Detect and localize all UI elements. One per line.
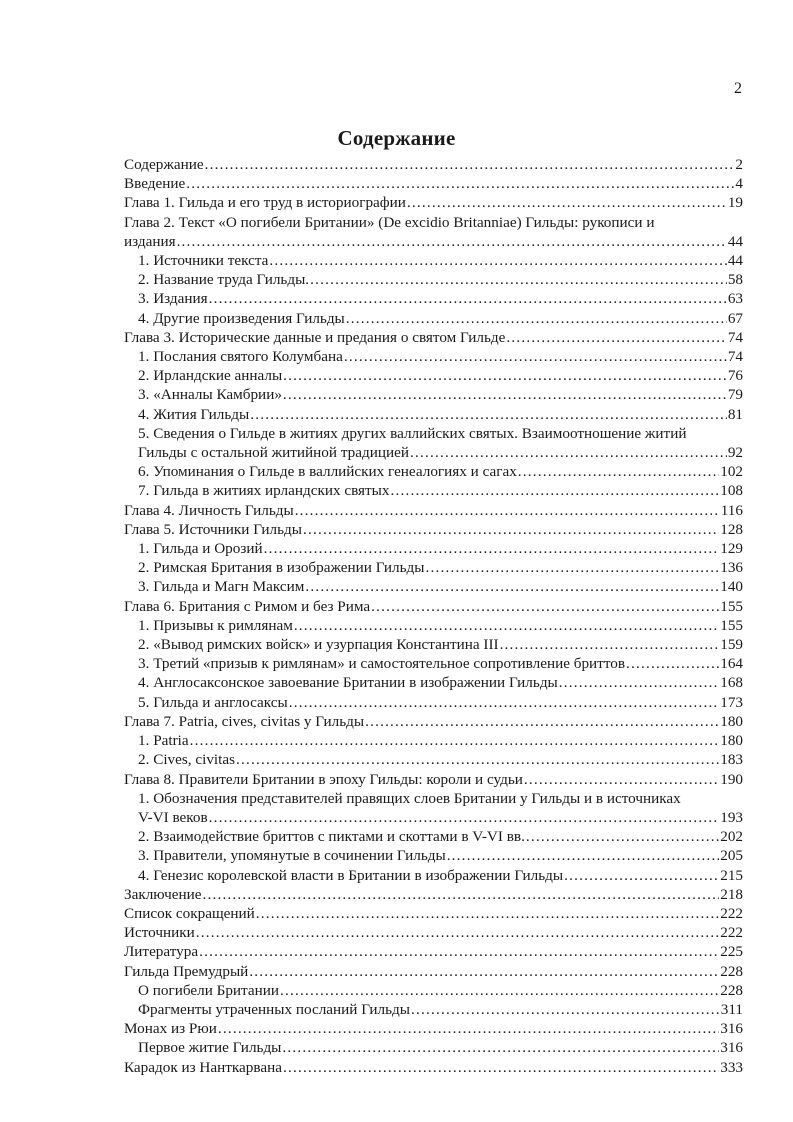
dot-leader [310,270,727,289]
toc-entry-label: 2. Cives, civitas [138,751,236,769]
toc-entry-label: Глава 5. Источники Гильды [124,520,302,538]
toc-entry[interactable] [124,731,743,750]
toc-entry-page: 102 [720,463,743,481]
dot-leader [526,827,719,846]
toc-entry-label: 7. Гильда в житиях ирландских святых [138,482,390,500]
toc-entry-page: 225 [720,943,743,961]
dot-leader [425,558,719,577]
toc-entry-page: 164 [720,655,743,673]
toc-entry-label: 5. Гильда и англосаксы [138,693,288,711]
toc-entry-page: 222 [720,924,743,942]
dot-leader [559,673,719,692]
dot-leader [209,289,727,308]
dot-leader [303,520,719,539]
toc-entry-page: 44 [727,252,743,270]
toc-entry[interactable] [124,462,743,481]
toc-entry[interactable] [124,885,743,904]
dot-leader [346,309,727,328]
toc-entry-label: Первое житие Гильды [138,1039,282,1057]
toc-entry-label: 1. Источники текста [138,252,269,270]
toc-entry[interactable] [124,693,743,712]
toc-entry-page: 180 [720,712,743,730]
toc-entry[interactable] [124,923,743,942]
toc-entry[interactable] [124,1019,743,1038]
toc-entry-label: 4. Другие произведения Гильды [138,309,345,327]
dot-leader [269,251,726,270]
dot-leader [205,155,735,174]
toc-entry-label: 3. «Анналы Камбрии» [138,386,282,404]
toc-entry[interactable] [124,174,743,193]
toc-entry-page: 333 [720,1058,743,1076]
toc-entry-page: 81 [727,405,743,423]
toc-entry-page: 76 [727,367,743,385]
dot-leader [295,501,720,520]
dot-leader [371,597,719,616]
toc-entry[interactable] [124,520,743,539]
dot-leader [344,347,727,366]
toc-entry-page: 316 [720,1020,743,1038]
toc-entry-page: 44 [727,232,743,250]
dot-leader [199,942,719,961]
dot-leader [190,731,720,750]
toc-entry-page: 79 [727,386,743,404]
toc-entry-page: 316 [720,1039,743,1057]
toc-entry-label: 2. Взаимодействие бриттов с пиктами и скоттами в V-VI вв. [138,828,525,846]
toc-entry[interactable] [124,366,743,385]
dot-leader [518,462,719,481]
toc-entry[interactable] [124,770,743,789]
toc-entry[interactable] [124,405,743,424]
toc-entry-label: 2. Римская Британия в изображении Гильды [138,559,425,577]
toc-entry-page: 2 [735,156,743,173]
toc-entry-page: 193 [720,808,743,826]
dot-leader [218,1019,719,1038]
dot-leader [447,846,720,865]
toc-entry-label: Источники [124,924,195,942]
toc-entry-page: 215 [720,866,743,884]
dot-leader [256,904,719,923]
toc-entry-label: 3. Гильда и Магн Максим [138,578,305,596]
toc-entry[interactable] [124,251,743,270]
toc-entry-label: 1. Patria [138,732,189,750]
dot-leader [209,808,720,827]
toc-entry[interactable] [124,673,743,692]
toc-entry-page: 92 [727,444,743,462]
toc-entry[interactable] [124,750,743,769]
toc-entry-page: 155 [720,597,743,615]
toc-entry-label: издания [124,232,176,250]
toc-entry[interactable] [124,289,743,308]
toc-entry-page: 129 [720,540,743,558]
toc-entry-label: V-VI веков [138,808,208,826]
toc-entry[interactable] [124,443,743,462]
dot-leader [626,654,719,673]
toc-entry-label: 2. «Вывод римских войск» и узурпация Константина III [138,636,499,654]
toc-entry[interactable] [124,1058,743,1077]
dot-leader [264,539,720,558]
toc-entry[interactable] [124,1038,743,1057]
toc-entry-label: Заключение [124,885,202,903]
toc-entry-label: Гильда Премудрый [124,962,249,980]
toc-entry[interactable] [124,193,743,212]
toc-entry-label: 3. Издания [138,290,208,308]
toc-entry-page: 74 [727,328,743,346]
toc-entry[interactable] [124,712,743,731]
toc-entry[interactable] [124,309,743,328]
toc-entry-page: 218 [720,885,743,903]
toc-entry-label: 1. Послания святого Колумбана [138,348,343,366]
toc-entry-label: Глава 8. Правители Британии в эпоху Гильды: короли и судьи [124,770,523,788]
toc-entry-label: Глава 1. Гильда и его труд в историографии [124,194,406,212]
toc-entry-page: 202 [720,828,743,846]
dot-leader [283,1058,719,1077]
toc-entry[interactable] [124,808,743,827]
toc-entry[interactable] [124,558,743,577]
toc-entry-page: 173 [720,693,743,711]
table-of-contents [124,155,743,1077]
toc-entry-page: 136 [720,559,743,577]
page-number: 2 [734,80,742,97]
dot-leader [524,770,719,789]
toc-entry-label-line1: 5. Сведения о Гильде в житиях других валлийских святых. Взаимоотношение житий [138,424,687,442]
toc-entry-page: 222 [720,904,743,922]
toc-entry-label: Содержание [124,156,204,173]
toc-entry-label: 2. Ирландские анналы [138,367,283,385]
toc-entry[interactable] [124,385,743,404]
dot-leader [564,866,719,885]
toc-entry-page: 116 [720,501,743,519]
dot-leader [407,193,727,212]
toc-entry[interactable] [124,654,743,673]
toc-entry-page: 63 [727,290,743,308]
toc-entry-label: 4. Жития Гильды [138,405,250,423]
toc-entry-label: Глава 7. Patria, cives, civitas у Гильды [124,712,365,730]
toc-entry[interactable] [124,846,743,865]
toc-entry-label: Фрагменты утраченных посланий Гильды [138,1000,410,1018]
toc-entry-label: 1. Призывы к римлянам [138,616,293,634]
toc-entry[interactable] [124,232,743,251]
toc-entry-label: 4. Генезис королевской власти в Британии в изображении Гильды [138,866,564,884]
toc-entry[interactable] [124,597,743,616]
dot-leader [294,616,719,635]
toc-entry-page: 159 [720,636,743,654]
dot-leader [289,693,720,712]
toc-entry-label: 3. Третий «призыв к римлянам» и самостоятельное сопротивление бриттов [138,655,626,673]
toc-entry[interactable] [124,577,743,596]
toc-entry-page: 205 [720,847,743,865]
toc-entry-label: Карадок из Нанткарвана [124,1058,282,1076]
toc-entry-label: Монах из Рюи [124,1020,217,1038]
dot-leader [202,885,719,904]
toc-entry-page: 228 [720,962,743,980]
dot-leader [390,481,719,500]
toc-entry-page: 140 [720,578,743,596]
toc-entry-label: О погибели Британии [138,981,280,999]
toc-entry-label: 2. Название труда Гильды. [138,271,310,289]
dot-leader [250,405,727,424]
toc-entry[interactable] [124,481,743,500]
dot-leader [249,962,719,981]
toc-entry[interactable] [124,347,743,366]
dot-leader [506,328,726,347]
toc-entry[interactable] [124,1000,743,1019]
toc-entry[interactable] [124,942,743,961]
toc-entry[interactable] [124,328,743,347]
dot-leader [236,750,719,769]
toc-entry[interactable] [124,904,743,923]
toc-entry[interactable] [124,539,743,558]
dot-leader [282,1038,719,1057]
dot-leader [411,1000,720,1019]
toc-entry-label: 6. Упоминания о Гильде в валлийских генеалогиях и сагах [138,463,517,481]
toc-entry[interactable] [124,981,743,1000]
toc-entry-label-line1: Глава 2. Текст «О погибели Британии» (De excidio Britanniae) Гильды: рукописи и [124,213,655,231]
toc-entry-label: Глава 4. Личность Гильды [124,501,294,519]
dot-leader [186,174,734,193]
toc-entry[interactable] [124,501,743,520]
toc-entry-page: 67 [727,309,743,327]
toc-entry-page: 183 [720,751,743,769]
toc-entry-page: 19 [727,194,743,212]
toc-entry-page: 168 [720,674,743,692]
toc-entry[interactable] [124,827,743,846]
toc-entry-label: Глава 3. Исторические данные и предания о святом Гильде [124,328,506,346]
dot-leader [500,635,720,654]
page-title: Содержание [337,126,456,150]
toc-entry-page: 228 [720,981,743,999]
toc-entry-page: 58 [727,271,743,289]
toc-entry-label: Литература [124,943,199,961]
toc-entry-page: 180 [720,732,743,750]
toc-entry-label: Введение [124,175,186,193]
toc-entry[interactable] [124,962,743,981]
toc-entry-label: 1. Гильда и Орозий [138,540,263,558]
dot-leader [283,366,727,385]
toc-entry-label: Список сокращений [124,904,255,922]
dot-leader [196,923,719,942]
toc-entry[interactable] [124,635,743,654]
dot-leader [365,712,719,731]
toc-entry[interactable] [124,155,743,174]
dot-leader [280,981,719,1000]
toc-entry[interactable] [124,270,743,289]
dot-leader [283,385,727,404]
toc-entry[interactable] [124,616,743,635]
toc-entry-label: Глава 6. Британия с Римом и без Рима [124,597,371,615]
toc-entry-page: 311 [720,1000,743,1018]
toc-entry[interactable] [124,866,743,885]
toc-entry-page: 128 [720,520,743,538]
toc-entry-page: 4 [735,175,743,193]
toc-entry-page: 74 [727,348,743,366]
dot-leader [177,232,727,251]
toc-entry-label-line1: 1. Обозначения представителей правящих слоев Британии у Гильды и в источниках [138,789,681,807]
toc-entry-page: 155 [720,616,743,634]
toc-entry-page: 108 [720,482,743,500]
dot-leader [305,577,719,596]
toc-entry-label: Гильды с остальной житийной традицией [138,444,409,462]
toc-entry-label: 3. Правители, упомянутые в сочинении Гильды [138,847,446,865]
dot-leader [410,443,727,462]
toc-entry-page: 190 [720,770,743,788]
toc-entry-label: 4. Англосаксонское завоевание Британии в изображении Гильды [138,674,558,692]
